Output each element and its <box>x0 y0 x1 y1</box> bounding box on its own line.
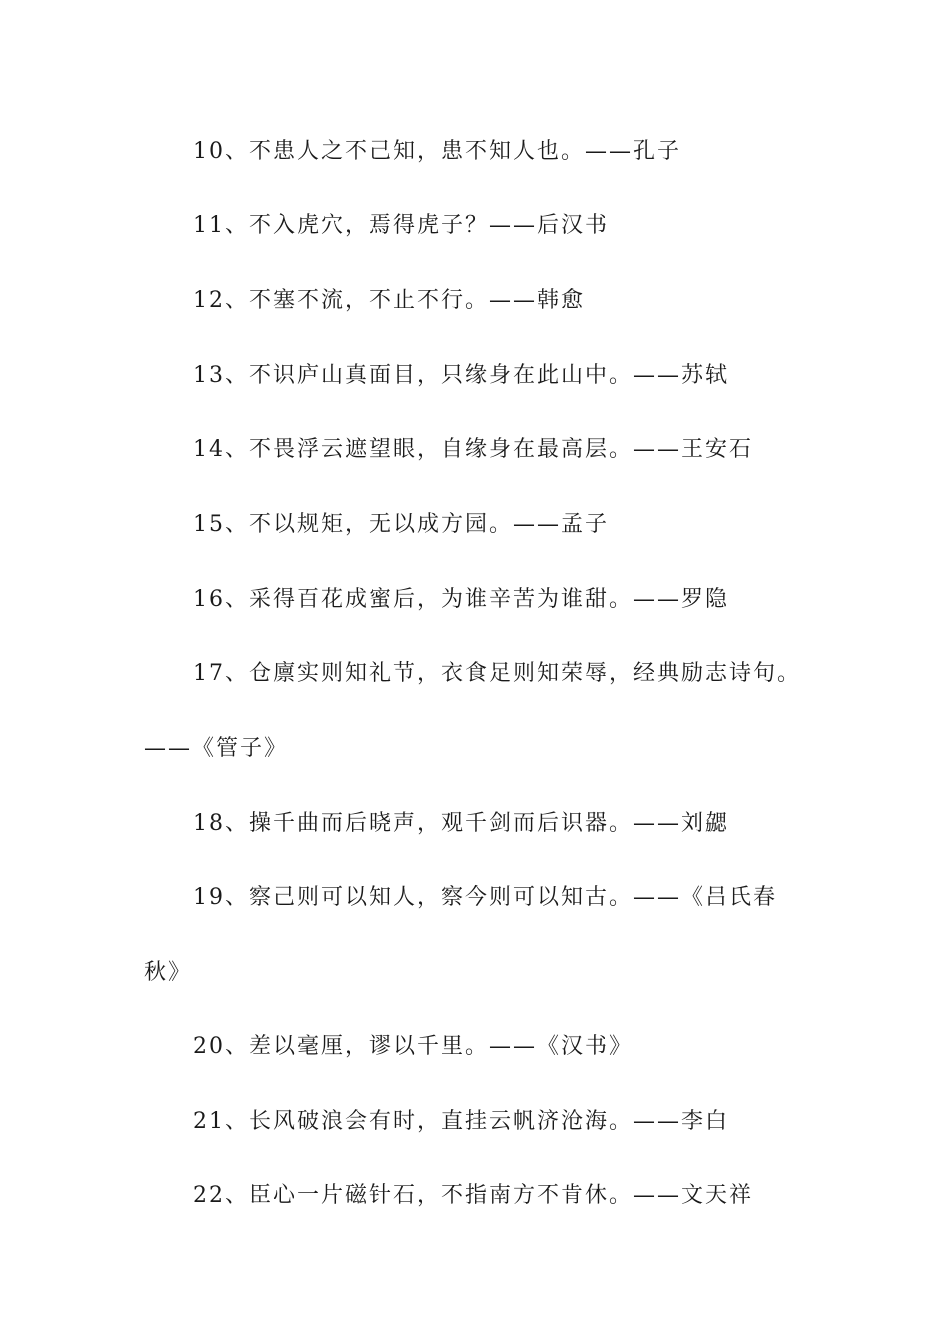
quote-line-15: 15、不以规矩，无以成方园。——孟子 <box>193 512 609 537</box>
quote-line-10: 10、不患人之不己知，患不知人也。——孔子 <box>193 139 681 164</box>
quote-line-22: 22、臣心一片磁针石，不指南方不肯休。——文天祥 <box>193 1183 753 1208</box>
quote-line-17: 17、仓廪实则知礼节，衣食足则知荣辱，经典励志诗句。 <box>193 661 801 686</box>
quote-line-14: 14、不畏浮云遮望眼，自缘身在最高层。——王安石 <box>193 437 753 462</box>
quote-line-17-continued: ——《管子》 <box>144 736 289 761</box>
quote-line-18: 18、操千曲而后晓声，观千剑而后识器。——刘勰 <box>193 811 729 836</box>
quote-line-11: 11、不入虎穴，焉得虎子？——后汉书 <box>193 213 609 238</box>
quote-line-19: 19、察己则可以知人，察今则可以知古。——《吕氏春 <box>193 885 777 910</box>
quote-line-19-continued: 秋》 <box>144 960 193 985</box>
quote-line-12: 12、不塞不流，不止不行。——韩愈 <box>193 288 585 313</box>
quote-line-13: 13、不识庐山真面目，只缘身在此山中。——苏轼 <box>193 363 729 388</box>
quote-line-20: 20、差以毫厘，谬以千里。——《汉书》 <box>193 1034 633 1059</box>
quote-line-16: 16、采得百花成蜜后，为谁辛苦为谁甜。——罗隐 <box>193 587 729 612</box>
quote-line-21: 21、长风破浪会有时，直挂云帆济沧海。——李白 <box>193 1109 729 1134</box>
